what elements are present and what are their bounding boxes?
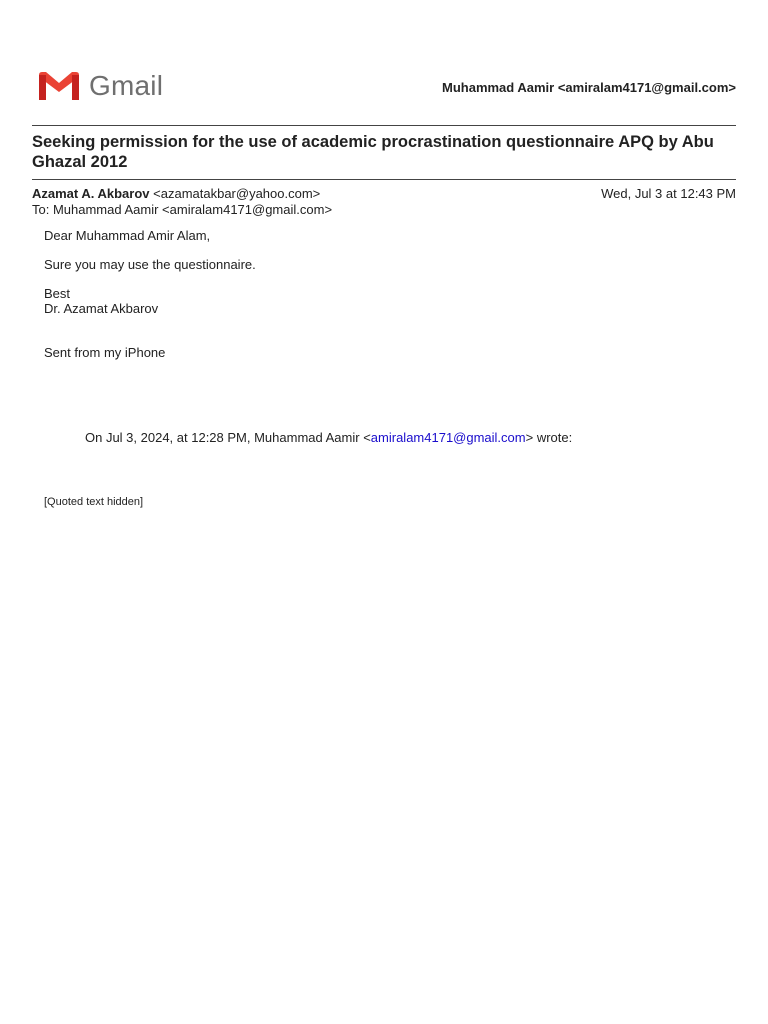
quote-email-link[interactable]: amiralam4171@gmail.com [370, 430, 526, 445]
sender-name: Azamat A. Akbarov [32, 186, 150, 201]
message-body [44, 228, 724, 360]
gmail-logo [37, 70, 163, 102]
closing: Best [44, 286, 71, 301]
signature: Dr. Azamat Akbarov [44, 301, 159, 316]
message-meta [32, 186, 736, 218]
header-divider [32, 125, 736, 126]
subject-divider [32, 179, 736, 180]
greeting: Dear Muhammad Amir Alam, [44, 228, 211, 243]
quoted-text-hidden[interactable]: [Quoted text hidden] [44, 496, 144, 508]
sender-address: <azamatakbar@yahoo.com> [153, 186, 321, 201]
account-identity: Muhammad Aamir <amiralam4171@gmail.com> [442, 80, 736, 95]
gmail-envelope-icon [37, 70, 81, 102]
quote-suffix: > wrote: [525, 430, 573, 445]
email-subject: Seeking permission for the use of academic procrastination questionnaire APQ by Abu Ghazal 2012 [32, 133, 714, 171]
gmail-wordmark: Gmail [89, 70, 164, 101]
recipient-line: To: Muhammad Aamir <amiralam4171@gmail.com> [32, 202, 333, 217]
sender-line [32, 186, 736, 202]
message-date: Wed, Jul 3 at 12:43 PM [601, 186, 736, 201]
body-line: Sure you may use the questionnaire. [44, 257, 256, 272]
sent-from-line: Sent from my iPhone [44, 345, 166, 360]
print-header [32, 60, 736, 114]
quote-attribution [85, 430, 572, 445]
quote-prefix: On Jul 3, 2024, at 12:28 PM, Muhammad Aamir < [85, 430, 371, 445]
